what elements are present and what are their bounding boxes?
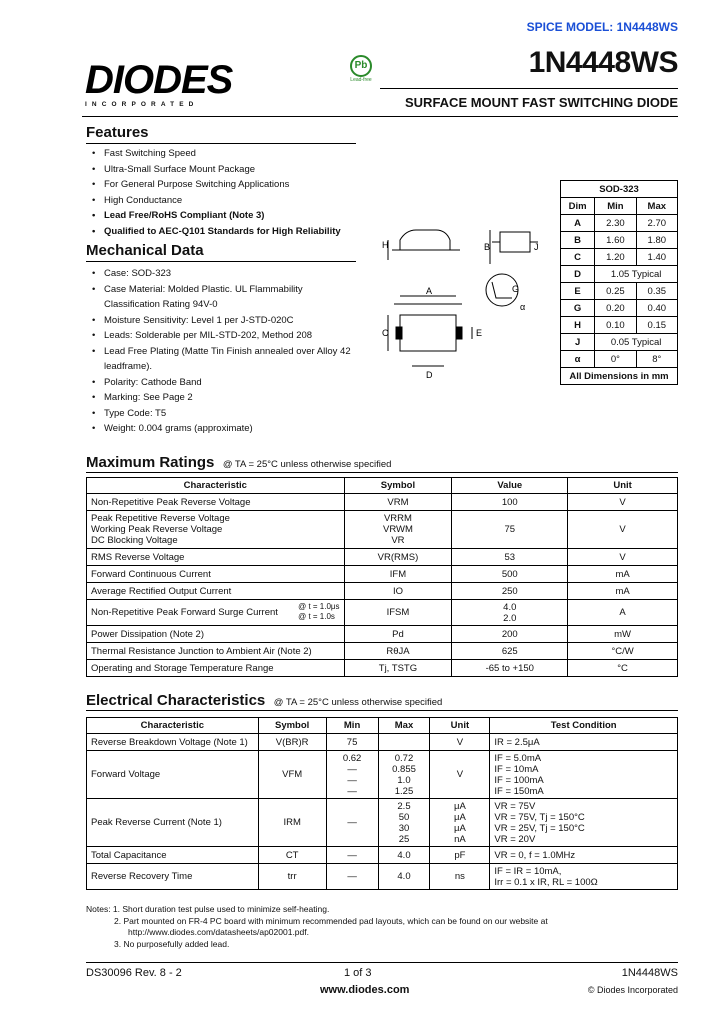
mr-row <box>87 643 678 660</box>
mr-characteristic: Forward Continuous Current <box>87 566 345 583</box>
mr-row <box>87 600 678 626</box>
mr-value: 500 <box>452 566 568 583</box>
ec-characteristic: Reverse Recovery Time <box>87 864 259 890</box>
max-ratings-title: Maximum Ratings <box>86 454 215 471</box>
max-ratings-rule <box>86 472 678 473</box>
footer-doc: DS30096 Rev. 8 - 2 <box>86 967 182 979</box>
footer-rule <box>86 962 678 963</box>
dim-cell-max: 1.80 <box>636 232 677 249</box>
ec-unit: pF <box>430 847 490 864</box>
mr-unit: V <box>568 494 678 511</box>
logo-sub: INCORPORATED <box>85 101 199 108</box>
detail-lead <box>492 282 512 298</box>
elec-table <box>86 717 678 890</box>
dim-cell-name: D <box>561 266 595 283</box>
ec-min: — <box>326 847 378 864</box>
dim-cell-name: H <box>561 317 595 334</box>
mr-value: 250 <box>452 583 568 600</box>
mr-characteristic: Average Rectified Output Current <box>87 583 345 600</box>
elec-condition: @ TA = 25°C unless otherwise specified <box>273 697 443 708</box>
mr-value: 4.0 2.0 <box>452 600 568 626</box>
dim-cell-min: 0° <box>595 351 636 368</box>
elec-header <box>86 692 678 710</box>
mechanical-title: Mechanical Data <box>86 242 204 259</box>
mr-characteristic: Thermal Resistance Junction to Ambient Air (Note 2) <box>87 643 345 660</box>
top-lead-right <box>456 327 462 339</box>
feature-item: • High Conductance <box>86 193 356 209</box>
feature-item: • Qualified to AEC-Q101 Standards for High Reliability <box>86 224 356 240</box>
label-a: A <box>426 286 433 296</box>
dim-table-footer: All Dimensions in mm <box>561 368 678 385</box>
mr-row <box>87 511 678 549</box>
dim-cell-typical: 0.05 Typical <box>595 334 678 351</box>
features-underline <box>86 143 356 144</box>
ec-header-cell: Symbol <box>258 718 326 734</box>
mr-header-cell: Symbol <box>344 478 452 494</box>
ec-min: — <box>326 799 378 847</box>
ec-characteristic: Reverse Breakdown Voltage (Note 1) <box>87 734 259 751</box>
mr-characteristic <box>87 600 345 626</box>
mr-header-cell: Unit <box>568 478 678 494</box>
ec-test-condition: IR = 2.5μA <box>490 734 678 751</box>
ec-test-condition: IF = 5.0mA IF = 10mA IF = 100mA IF = 150mA <box>490 751 678 799</box>
ec-unit: V <box>430 734 490 751</box>
dim-table-title: SOD-323 <box>561 181 678 198</box>
elec-body <box>87 734 678 890</box>
mr-value: 625 <box>452 643 568 660</box>
label-g: G <box>512 284 520 294</box>
dim-cell-typical: 1.05 Typical <box>595 266 678 283</box>
mr-unit: V <box>568 549 678 566</box>
mr-unit: A <box>568 600 678 626</box>
mr-header-cell: Value <box>452 478 568 494</box>
label-j: J <box>534 242 539 252</box>
mr-characteristic: Power Dissipation (Note 2) <box>87 626 345 643</box>
ec-row <box>87 799 678 847</box>
dim-cell-name: α <box>561 351 595 368</box>
ec-symbol: trr <box>258 864 326 890</box>
note-3: 3. No purposefully added lead. <box>114 938 230 949</box>
ec-max <box>378 734 430 751</box>
mr-symbol: RθJA <box>344 643 452 660</box>
mechanical-item: • Moisture Sensitivity: Level 1 per J-STD-020C <box>86 313 356 329</box>
mr-characteristic: Peak Repetitive Reverse Voltage Working Peak Reverse Voltage DC Blocking Voltage <box>87 511 345 549</box>
diodes-logo <box>85 60 232 108</box>
dim-cell-name: A <box>561 215 595 232</box>
mr-symbol: VRRM VRWM VR <box>344 511 452 549</box>
mechanical-item: • Lead Free Plating (Matte Tin Finish annealed over Alloy 42 leadframe). <box>86 344 356 375</box>
elec-rule <box>86 710 678 711</box>
subtitle-rule <box>82 116 678 117</box>
ec-unit: μA μA μA nA <box>430 799 490 847</box>
mr-value: 100 <box>452 494 568 511</box>
ec-symbol: CT <box>258 847 326 864</box>
dim-row <box>561 317 678 334</box>
mr-symbol: IO <box>344 583 452 600</box>
features-list <box>86 146 356 239</box>
mr-characteristic: Non-Repetitive Peak Reverse Voltage <box>87 494 345 511</box>
dim-cell-max: 0.15 <box>636 317 677 334</box>
mechanical-item: • Polarity: Cathode Band <box>86 375 356 391</box>
max-ratings-head-row <box>87 478 678 494</box>
ec-characteristic: Peak Reverse Current (Note 1) <box>87 799 259 847</box>
dim-cell-name: J <box>561 334 595 351</box>
mr-symbol: VRM <box>344 494 452 511</box>
dim-cell-max: 0.35 <box>636 283 677 300</box>
mr-row <box>87 549 678 566</box>
mechanical-section <box>86 242 356 437</box>
mr-unit: °C <box>568 660 678 677</box>
ec-unit: ns <box>430 864 490 890</box>
ec-header-cell: Min <box>326 718 378 734</box>
mr-value: 53 <box>452 549 568 566</box>
notes <box>86 904 686 950</box>
mr-row <box>87 494 678 511</box>
ec-row <box>87 847 678 864</box>
dim-cell-max: 2.70 <box>636 215 677 232</box>
dim-row <box>561 232 678 249</box>
mr-row <box>87 566 678 583</box>
mechanical-item: • Leads: Solderable per MIL-STD-202, Method 208 <box>86 328 356 344</box>
label-b: B <box>484 242 491 252</box>
mr-unit: mW <box>568 626 678 643</box>
ec-header-cell: Max <box>378 718 430 734</box>
ec-max: 4.0 <box>378 847 430 864</box>
dim-row <box>561 249 678 266</box>
max-ratings-header <box>86 454 678 472</box>
mechanical-underline <box>86 261 356 262</box>
dim-row <box>561 283 678 300</box>
mr-value: -65 to +150 <box>452 660 568 677</box>
ec-header-cell: Characteristic <box>87 718 259 734</box>
mr-header-cell: Characteristic <box>87 478 345 494</box>
mr-characteristic: RMS Reverse Voltage <box>87 549 345 566</box>
pb-symbol: Pb <box>350 55 372 77</box>
label-c: C <box>382 328 389 338</box>
ec-header-cell: Test Condition <box>490 718 678 734</box>
mr-characteristic-text: Non-Repetitive Peak Forward Surge Current <box>91 607 278 618</box>
dimension-table <box>560 180 678 385</box>
ec-symbol: V(BR)R <box>258 734 326 751</box>
ec-min: — <box>326 864 378 890</box>
header-rule <box>380 88 678 89</box>
ec-test-condition: VR = 0, f = 1.0MHz <box>490 847 678 864</box>
dim-table-body <box>561 215 678 368</box>
mr-symbol: Tj, TSTG <box>344 660 452 677</box>
feature-item: • For General Purpose Switching Applications <box>86 177 356 193</box>
features-section <box>86 124 356 239</box>
dim-row <box>561 215 678 232</box>
max-ratings-table <box>86 477 678 677</box>
mr-unit: mA <box>568 566 678 583</box>
dim-row <box>561 334 678 351</box>
logo-word: DIODES <box>85 58 233 102</box>
label-e: E <box>476 328 483 338</box>
pb-label: Lead-free <box>350 77 372 83</box>
mechanical-item: • Case: SOD-323 <box>86 266 356 282</box>
mechanical-item: • Marking: See Page 2 <box>86 390 356 406</box>
dim-cell-min: 2.30 <box>595 215 636 232</box>
ec-max: 0.72 0.855 1.0 1.25 <box>378 751 430 799</box>
feature-item: • Ultra-Small Surface Mount Package <box>86 162 356 178</box>
top-body <box>400 315 456 351</box>
max-ratings-body <box>87 494 678 677</box>
dim-header-dim: Dim <box>561 198 595 215</box>
dim-cell-name: B <box>561 232 595 249</box>
dim-cell-min: 0.20 <box>595 300 636 317</box>
top-lead-left <box>396 327 402 339</box>
mr-row <box>87 583 678 600</box>
dim-cell-name: C <box>561 249 595 266</box>
dim-cell-name: G <box>561 300 595 317</box>
feature-item: • Lead Free/RoHS Compliant (Note 3) <box>86 208 356 224</box>
label-d: D <box>426 370 433 380</box>
mechanical-item: • Type Code: T5 <box>86 406 356 422</box>
note-1: Notes: 1. Short duration test pulse used to minimize self-heating. <box>86 904 330 914</box>
package-diagram <box>372 220 552 380</box>
mr-unit: mA <box>568 583 678 600</box>
feature-item: • Fast Switching Speed <box>86 146 356 162</box>
ec-row <box>87 864 678 890</box>
mr-row <box>87 660 678 677</box>
ec-min: 75 <box>326 734 378 751</box>
dim-cell-max: 8° <box>636 351 677 368</box>
mechanical-item: • Weight: 0.004 grams (approximate) <box>86 421 356 437</box>
ec-symbol: VFM <box>258 751 326 799</box>
mr-symbol: IFSM <box>344 600 452 626</box>
label-h: H <box>382 240 389 250</box>
mr-value: 200 <box>452 626 568 643</box>
part-number: 1N4448WS <box>528 46 678 79</box>
ec-row <box>87 734 678 751</box>
mr-symbol: Pd <box>344 626 452 643</box>
dim-header-max: Max <box>636 198 677 215</box>
ec-row <box>87 751 678 799</box>
subtitle: SURFACE MOUNT FAST SWITCHING DIODE <box>405 95 678 110</box>
dim-cell-max: 1.40 <box>636 249 677 266</box>
ec-characteristic: Forward Voltage <box>87 751 259 799</box>
dim-cell-name: E <box>561 283 595 300</box>
dim-header-min: Min <box>595 198 636 215</box>
features-title: Features <box>86 124 149 141</box>
end-body <box>500 232 530 252</box>
mr-symbol: VR(RMS) <box>344 549 452 566</box>
mr-unit: °C/W <box>568 643 678 660</box>
dim-row <box>561 351 678 368</box>
ec-test-condition: IF = IR = 10mA, Irr = 0.1 x IR, RL = 100Ω <box>490 864 678 890</box>
mechanical-item: • Case Material: Molded Plastic. UL Flammability Classification Rating 94V-0 <box>86 282 356 313</box>
side-body <box>400 230 450 250</box>
dim-cell-min: 1.20 <box>595 249 636 266</box>
max-ratings-condition: @ TA = 25°C unless otherwise specified <box>222 459 392 470</box>
mr-characteristic: Operating and Storage Temperature Range <box>87 660 345 677</box>
dim-cell-min: 0.25 <box>595 283 636 300</box>
footer-part: 1N4448WS <box>621 967 678 979</box>
ec-max: 4.0 <box>378 864 430 890</box>
ec-symbol: IRM <box>258 799 326 847</box>
ec-unit: V <box>430 751 490 799</box>
dim-cell-min: 0.10 <box>595 317 636 334</box>
dim-row <box>561 300 678 317</box>
mr-value: 75 <box>452 511 568 549</box>
mechanical-list <box>86 266 356 437</box>
note-2-url: http://www.diodes.com/datasheets/ap02001.pdf. <box>128 927 309 937</box>
ec-characteristic: Total Capacitance <box>87 847 259 864</box>
mr-row <box>87 626 678 643</box>
elec-title: Electrical Characteristics <box>86 692 266 709</box>
dim-cell-max: 0.40 <box>636 300 677 317</box>
lead-free-icon <box>344 55 378 89</box>
dim-cell-min: 1.60 <box>595 232 636 249</box>
footer-page: 1 of 3 <box>344 967 372 979</box>
ec-max: 2.5 50 30 25 <box>378 799 430 847</box>
mr-symbol: IFM <box>344 566 452 583</box>
elec-head-row <box>87 718 678 734</box>
note-2: 2. Part mounted on FR-4 PC board with minimum recommended pad layouts, which can be found on our website at <box>114 915 548 926</box>
footer-copyright: © Diodes Incorporated <box>587 985 678 995</box>
ec-header-cell: Unit <box>430 718 490 734</box>
mr-surge-conditions: @ t = 1.0μs @ t = 1.0s <box>298 602 340 621</box>
spice-model-label: SPICE MODEL: 1N4448WS <box>526 20 678 34</box>
ec-min: 0.62 — — — <box>326 751 378 799</box>
footer-web-link[interactable]: www.diodes.com <box>320 984 410 996</box>
label-alpha: α <box>520 302 526 312</box>
dim-row <box>561 266 678 283</box>
mr-unit: V <box>568 511 678 549</box>
ec-test-condition: VR = 75V VR = 75V, Tj = 150°C VR = 25V, Tj = 150°C VR = 20V <box>490 799 678 847</box>
